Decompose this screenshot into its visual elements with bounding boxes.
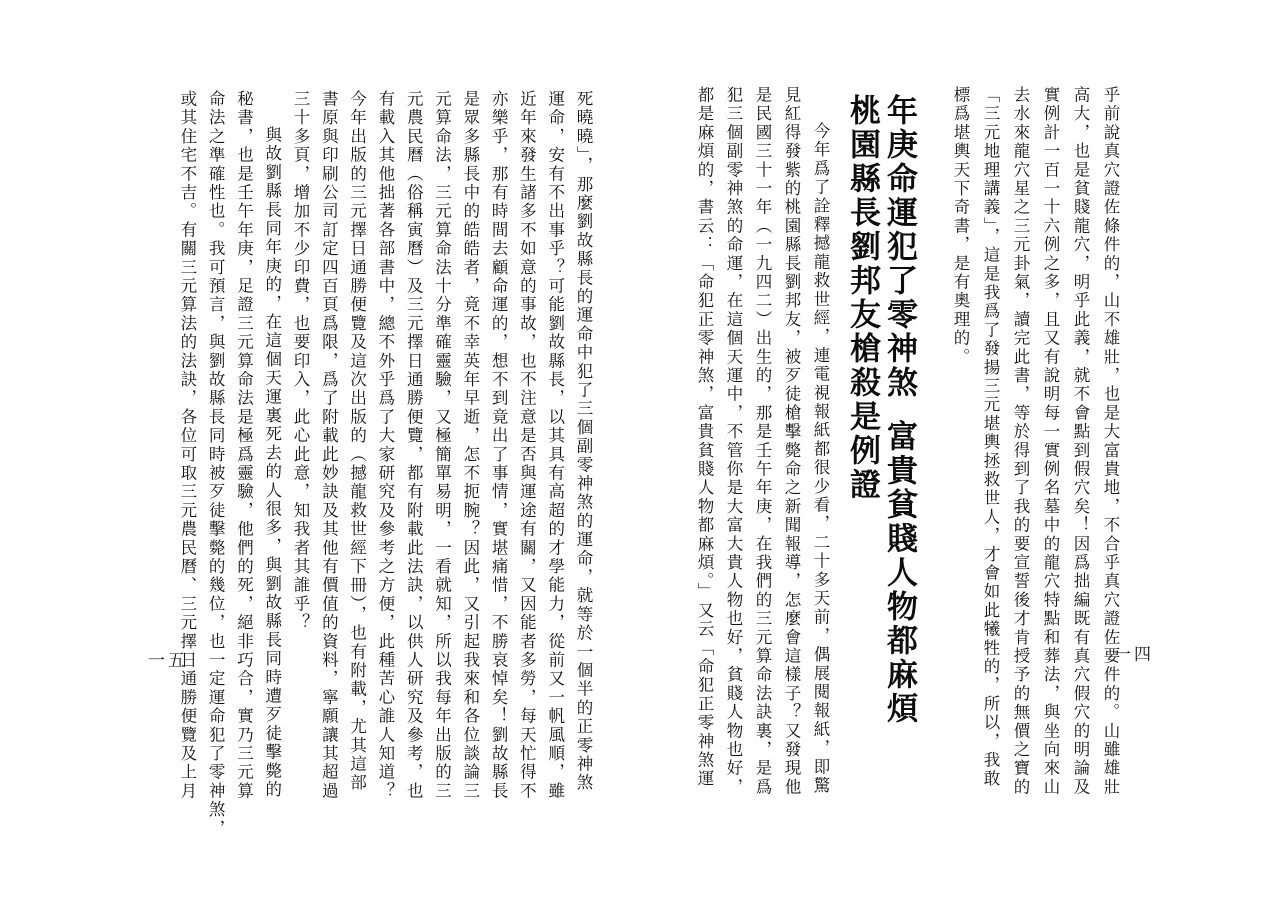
- text-column: 秘書，也是壬午年庚，足證三元算命法是極爲靈驗，他們的死，絕非巧合，實乃三元算: [234, 90, 254, 801]
- text-column: 去水來龍穴星之三元卦氣，讀完此書，等於得到了我的要宣誓後才肯授予的無價之寶的: [1011, 86, 1030, 797]
- text-column: 三十多頁，增加不少印費，也要印入，此心此意，知我者其誰乎？: [291, 90, 311, 633]
- text-column: 運命，安有不出事乎？可能劉故縣長，以其具有高超的才學能力，從前又一帆風順，雖: [545, 90, 565, 801]
- text-column: 實例計一百一十六例之多，且又有說明每一實例名墓中的龍穴特點和葬法，與坐向來山: [1041, 86, 1060, 797]
- text-column: 有載入其他拙著各部書中，總不外乎爲了大家研究及參考之方便，此種苦心誰人知道？: [375, 90, 395, 801]
- title-line-1-part-2: 富貴貧賤人物都麻煩: [881, 420, 917, 726]
- text-column: 或其住宅不吉。有關三元算法的法訣，各位可取三元農民曆、三元擇日通勝便覽及上月: [177, 90, 197, 801]
- title-line-1-part-1: 年庚命運犯了零神煞: [881, 94, 917, 400]
- text-column: 標爲堪輿天下奇書，是有奧理的。: [951, 86, 970, 367]
- right-page: [690, 86, 1125, 826]
- left-page: [173, 90, 597, 850]
- text-column: 近年來發生諸多不如意的事故，也不注意是否與運途有關，又因能者多勞，每天忙得不: [517, 90, 537, 801]
- text-column: 元算命法，三元算命法十分準確靈驗，又極簡單易明，一看就知，所以我每年出版的三: [432, 90, 452, 801]
- body-paragraph: [690, 86, 835, 826]
- page-number: 一四: [1114, 645, 1154, 665]
- text-column: 死曉曉」，那麼劉故縣長的運命中犯了三個副零神煞的運命，就等於一個半的正零神煞: [574, 90, 593, 793]
- text-column: 犯三個副零神煞的命運，在這個天運中，不管你是大富大貴人物也好，貧賤人物也好，: [724, 86, 743, 797]
- intro-paragraph: [945, 86, 1125, 826]
- title-line-1: [880, 94, 917, 826]
- text-column: 元農民曆（俗稱寅曆）及三元擇日通勝便覽，都有附載此法訣，以供人研究及參考，也: [404, 90, 424, 801]
- text-column: 亦樂乎，那有時間去顧命運的，想不到竟出了事情，實堪痛惜，不勝哀悼矣！劉故縣長: [489, 90, 509, 801]
- text-column: 命法之準確性也。我可預言，與劉故縣長同時被歹徒擊斃的幾位，也一定運命犯了零神煞，: [206, 90, 226, 838]
- text-column: 見紅得發紫的桃園縣長劉邦友，被歹徒槍擊斃命之新聞報導，怎麼會這樣子？又發現他: [782, 86, 801, 797]
- text-column: 書原與印刷公司訂定四百頁爲限，爲了附載此妙訣及其他有價值的資料，寧願讓其超過: [319, 90, 339, 801]
- text-column: 乎前說真穴證佐條件的，山不雄壯，也是大富貴地，不合乎真穴證佐要件的。山雖雄壯: [1101, 86, 1120, 797]
- text-column: 是眾多縣長中的皓皓者，竟不幸英年早逝，怎不扼腕？因此，又引起我來和各位談論三: [460, 90, 480, 801]
- section-title: [843, 94, 917, 826]
- text-column: 都是麻煩的，書云：「命犯正零神煞，富貴貧賤人物都麻煩。」又云「命犯正零神煞運: [695, 86, 714, 789]
- text-column: 今年出版的三元擇日通勝便覽及這次出版的（撼龍救世經下冊），也有附載，尤其這部: [347, 90, 367, 793]
- text-column: 是民國三十一年（一九四二）出生的，那是壬午年庚，在我們的三元算命法訣裏，是爲: [753, 86, 772, 797]
- text-column: 高大，也是貧賤龍穴，明乎此義，就不會點到假穴矣！因爲拙編既有真穴假穴的明論及: [1071, 86, 1090, 797]
- text-column: 今年爲了詮釋撼龍救世經，連電視報紙都很少看，二十多天前，偶展閱報紙，即驚: [811, 122, 830, 796]
- text-column: 「三元地理講義」，這是我爲了發揚三元堪輿拯救世人，才會如此犧牲的，所以，我敢: [981, 86, 1000, 789]
- text-column: 與故劉縣長同年庚的，在這個天運裏死去的人很多，與劉故縣長同時遭歹徒擊斃的: [262, 126, 282, 800]
- page-number: 一五: [148, 651, 188, 671]
- title-line-2: 桃園縣長劉邦友槍殺是例證: [844, 94, 880, 502]
